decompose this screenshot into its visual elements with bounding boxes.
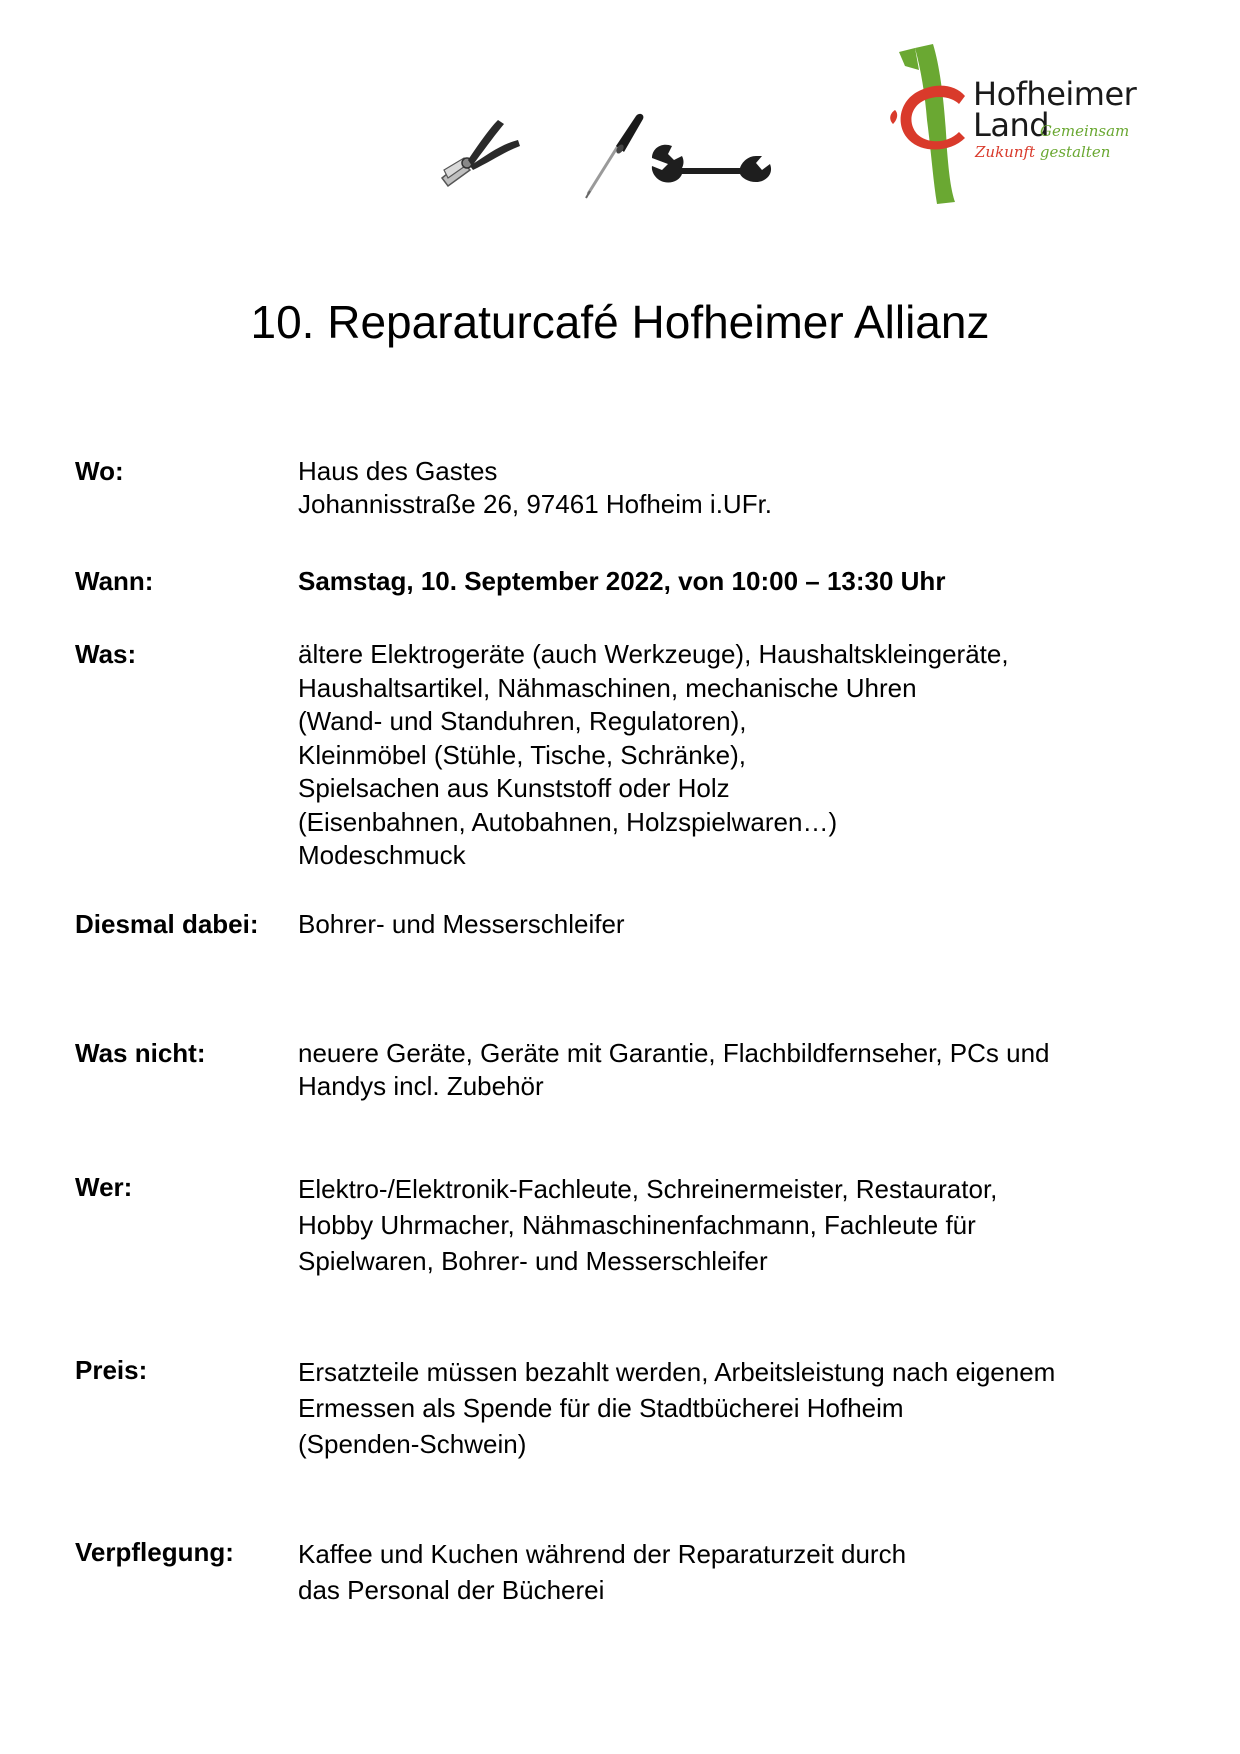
wrench-icon (652, 145, 771, 183)
value-line: Samstag, 10. September 2022, von 10:00 – 13:30 Uhr (298, 566, 946, 596)
row-value-verpflegung (298, 1536, 1178, 1608)
value-line: Haushaltsartikel, Nähmaschinen, mechanische Uhren (298, 672, 917, 703)
value-line: Kaffee und Kuchen während der Reparaturzeit durch (298, 1539, 907, 1569)
pliers-icon (442, 120, 520, 186)
value-line: Spielwaren, Bohrer- und Messerschleifer (298, 1246, 768, 1276)
value-line: Handys incl. Zubehör (298, 1071, 544, 1101)
page-title: 10. Reparaturcafé Hofheimer Allianz (250, 296, 990, 348)
row-label-wer: Wer: (75, 1172, 133, 1202)
value-line: Elektro-/Elektronik-Fachleute, Schreinermeister, Restaurator, (298, 1174, 998, 1204)
row-value-was-nicht (298, 1037, 1178, 1103)
logo-tagline-zukunft-gestalten (975, 145, 1110, 160)
value-line: Ermessen als Spende für die Stadtbücherei Hofheim (298, 1393, 904, 1423)
row-label-verpflegung: Verpflegung: (75, 1537, 234, 1567)
row-value-wann (298, 565, 1178, 598)
value-line: Kleinmöbel (Stühle, Tische, Schränke), (298, 739, 746, 770)
row-value-was (298, 638, 1178, 873)
value-line: Haus des Gastes (298, 456, 498, 486)
row-label-wann: Wann: (75, 566, 154, 596)
logo-tagline-gestalten: gestalten (1039, 143, 1111, 161)
value-line: das Personal der Bücherei (298, 1575, 605, 1605)
row-label-was: Was: (75, 639, 137, 669)
row-label-was-nicht: Was nicht: (75, 1038, 206, 1068)
row-label-preis: Preis: (75, 1355, 148, 1385)
row-value-wer (298, 1171, 1178, 1279)
logo-tagline-gemeinsam: Gemeinsam (1040, 122, 1130, 140)
value-line: Johannisstraße 26, 97461 Hofheim i.UFr. (298, 489, 773, 519)
logo-tagline-zukunft: Zukunft (975, 143, 1036, 161)
value-line: (Wand- und Standuhren, Regulatoren), (298, 706, 747, 736)
value-line: Bohrer- und Messerschleifer (298, 909, 625, 939)
row-value-wo (298, 455, 1178, 521)
row-value-preis (298, 1354, 1178, 1462)
logo-word-hofheimer: Hofheimer (973, 75, 1137, 113)
value-line: neuere Geräte, Geräte mit Garantie, Flachbildfernseher, PCs und (298, 1038, 1050, 1068)
value-line: (Eisenbahnen, Autobahnen, Holzspielwaren…) (298, 806, 838, 837)
value-line: Hobby Uhrmacher, Nähmaschinenfachmann, Fachleute für (298, 1210, 976, 1240)
value-line: Modeschmuck (298, 840, 466, 870)
value-line: Spielsachen aus Kunststoff oder Holz (298, 773, 730, 803)
row-label-diesmal-dabei: Diesmal dabei: (75, 909, 259, 939)
logo-word-land: Land (973, 106, 1050, 144)
value-line: Ersatzteile müssen bezahlt werden, Arbeitsleistung nach eigenem (298, 1357, 1056, 1387)
row-value-diesmal-dabei (298, 908, 1178, 941)
value-line: ältere Elektrogeräte (auch Werkzeuge), Haushaltskleingeräte, (298, 639, 1009, 669)
value-line: (Spenden-Schwein) (298, 1429, 527, 1459)
hofheimer-land-logo (885, 40, 1135, 210)
screwdriver-icon (586, 114, 643, 198)
row-label-wo: Wo: (75, 456, 124, 486)
tools-illustration (440, 110, 790, 210)
